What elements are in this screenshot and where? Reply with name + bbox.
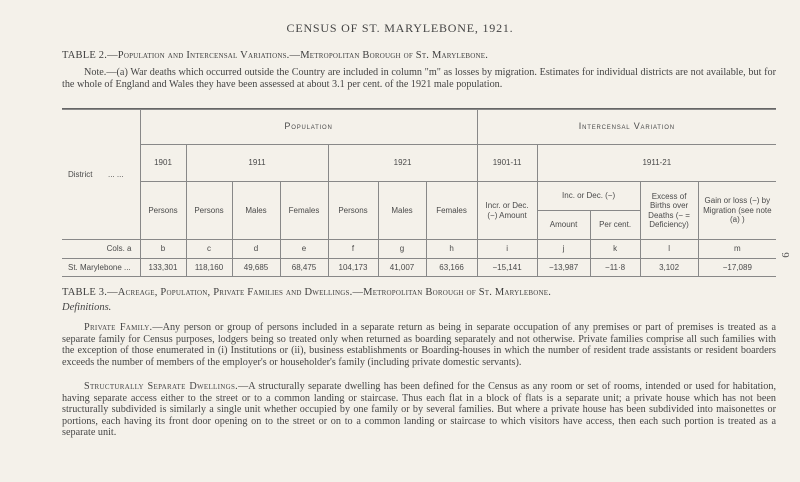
private-family-text: —Any person or group of persons included in a separate return as being in separate occupation of any premises or part of premises is treated as a separate family for Census purposes, lodgers being so treated only when returned as boarding separately and not otherwise. Private families comprise all such families with the exception of those enumerated in (i) Institutions or (ii), business establishments or Boarding-houses in which the number of resident trade assistants or resident boarders exceeds the number of members of the employer's or householder's family (including private domestic servants). xyxy=(62,322,777,368)
table3-title-text: Acreage, Population, Private Families and Dwellings.—Metropolitan Borough of St. Marylebone. xyxy=(117,287,552,298)
value-cell: −17,089 xyxy=(698,259,776,277)
incr-dec-1911-21-header: Inc. or Dec. (−) xyxy=(537,182,640,211)
table3-label: TABLE 3.— xyxy=(62,287,118,298)
year-1911-21-header: 1911-21 xyxy=(537,145,776,182)
definitions-heading: Definitions. xyxy=(62,302,112,313)
value-cell: 133,301 xyxy=(140,259,186,277)
year-1901-header: 1901 xyxy=(140,145,186,182)
year-1921-header: 1921 xyxy=(328,145,477,182)
district-dots: ... xyxy=(124,262,131,272)
amount-header: Amount xyxy=(537,211,590,240)
table-row xyxy=(62,259,776,277)
col-letter: g xyxy=(378,240,426,259)
intercensal-group-header: Intercensal Variation xyxy=(477,110,776,145)
dwellings-text: —A structurally separate dwelling has been defined for the Census as any room or set of rooms, intended or used for habitation, having separate access either to the street or to a common landing or staircase. Thus each flat in a block of flats is a separate unit; a private house which has not been structurally subdivided is similarly a single unit whether occupied by one family or by several families. But where a private house has been subdivided into maisonettes or portions, each having its front door opening on to the street or on to a common landing or staircase to which visitors have access, then each such portion is treated as a separate unit. xyxy=(62,381,776,439)
district-header-label: District xyxy=(68,169,93,179)
population-group-header: Population xyxy=(140,110,477,145)
private-family-paragraph xyxy=(62,322,776,368)
col-letter: h xyxy=(426,240,477,259)
year-1911-header: 1911 xyxy=(186,145,328,182)
col-letter: j xyxy=(537,240,590,259)
col-letter: f xyxy=(328,240,378,259)
running-head: CENSUS OF ST. MARYLEBONE, 1921. xyxy=(286,21,514,35)
cols-label: Cols. a xyxy=(62,240,140,259)
district-name: St. Marylebone xyxy=(68,262,122,272)
dwellings-lead: Structurally Separate Dwellings. xyxy=(84,381,238,392)
value-cell: 49,685 xyxy=(232,259,280,277)
per-cent-header: Per cent. xyxy=(590,211,640,240)
value-cell: 63,166 xyxy=(426,259,477,277)
population-table xyxy=(62,109,776,277)
margin-page-number: 6 xyxy=(779,252,792,258)
year-1901-11-header: 1901-11 xyxy=(477,145,537,182)
table2-title-text: Population and Intercensal Variations.—Metropolitan Borough of St. Marylebone. xyxy=(117,50,489,61)
value-cell: 104,173 xyxy=(328,259,378,277)
value-cell: 41,007 xyxy=(378,259,426,277)
value-cell: 3,102 xyxy=(640,259,698,277)
value-cell: −11·8 xyxy=(590,259,640,277)
col-letter: k xyxy=(590,240,640,259)
col-letter: b xyxy=(140,240,186,259)
value-cell: 68,475 xyxy=(280,259,328,277)
males-1921-header: Males xyxy=(378,182,426,240)
incr-dec-1901-11-header: Incr. or Dec. (−) Amount xyxy=(477,182,537,240)
persons-1901-header: Persons xyxy=(140,182,186,240)
females-1911-header: Females xyxy=(280,182,328,240)
value-cell: −13,987 xyxy=(537,259,590,277)
persons-1911-header: Persons xyxy=(186,182,232,240)
males-1911-header: Males xyxy=(232,182,280,240)
district-cell xyxy=(62,259,140,277)
private-family-lead: Private Family. xyxy=(84,322,153,333)
table2-label: TABLE 2.— xyxy=(62,50,118,61)
females-1921-header: Females xyxy=(426,182,477,240)
value-cell: 118,160 xyxy=(186,259,232,277)
table2-title xyxy=(62,50,782,61)
table2-note: Note.—(a) War deaths which occurred outside the Country are included in column "m" as losses by migration. Estimates for individual districts are not available, but for the whole of England and Wales they have been assessed at about 3.1 per cent. of the 1921 male population. xyxy=(62,67,776,90)
migration-header: Gain or loss (−) by Migration (see note (a) ) xyxy=(698,182,776,240)
col-letter: e xyxy=(280,240,328,259)
value-cell: −15,141 xyxy=(477,259,537,277)
district-header xyxy=(62,110,140,240)
col-letter: c xyxy=(186,240,232,259)
persons-1921-header: Persons xyxy=(328,182,378,240)
dwellings-paragraph xyxy=(62,381,776,439)
col-letter: d xyxy=(232,240,280,259)
col-letter: m xyxy=(698,240,776,259)
district-header-dots: ... ... xyxy=(108,169,124,179)
col-letter: l xyxy=(640,240,698,259)
col-letter: i xyxy=(477,240,537,259)
excess-births-header: Excess of Births over Deaths (− = Deficiency) xyxy=(640,182,698,240)
table3-title xyxy=(62,287,782,298)
